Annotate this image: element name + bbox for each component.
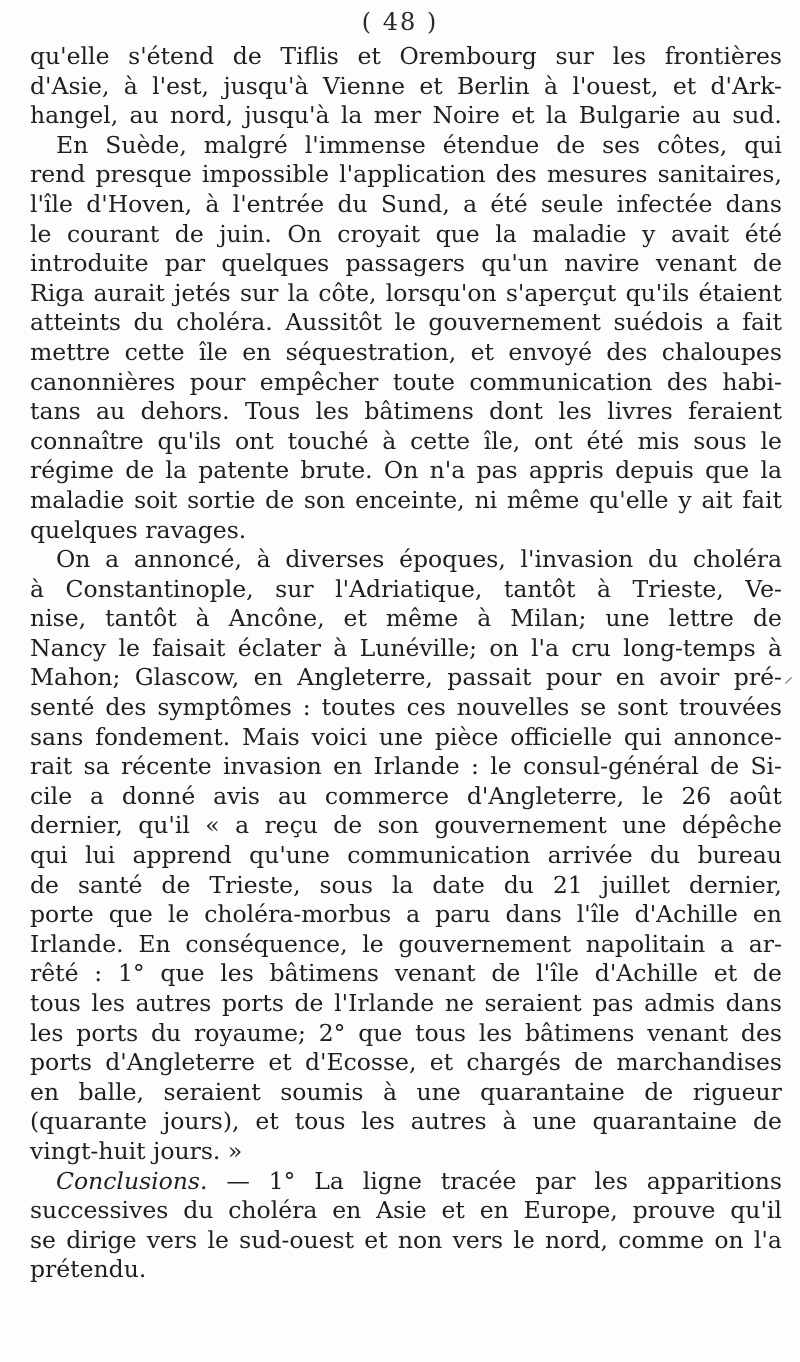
paragraph-start-line: En Suède, malgré l'immense étendue de ses côtes, qui	[56, 130, 782, 159]
text-line: à Constantinople, sur l'Adriatique, tantôt à Trieste, Ve-	[30, 574, 782, 603]
text-line: hangel, au nord, jusqu'à la mer Noire et la Bulgarie au sud.	[30, 101, 782, 130]
margin-mark: ⸍	[784, 674, 793, 695]
text-line: maladie soit sortie de son enceinte, ni même qu'elle y ait fait	[30, 485, 782, 514]
text-line: Mahon; Glascow, en Angleterre, passait pour en avoir pré-	[30, 663, 782, 692]
text-line: tous les autres ports de l'Irlande ne seraient pas admis dans	[30, 989, 782, 1017]
text-line: rend presque impossible l'application des mesures sanitaires,	[30, 160, 782, 189]
text-line: mettre cette île en séquestration, et envoyé des chaloupes	[30, 337, 782, 366]
paragraph-start-line: On a annoncé, à diverses époques, l'invasion du choléra	[56, 545, 782, 574]
text-line: rait sa récente invasion en Irlande : le consul-général de Si-	[30, 752, 782, 781]
text-line: régime de la patente brute. On n'a pas appris depuis que la	[30, 456, 782, 485]
text-line: connaître qu'ils ont touché à cette île, ont été mis sous le	[30, 426, 782, 455]
text-line: qu'elle s'étend de Tiflis et Orembourg sur les frontières	[30, 42, 782, 70]
text-line: nise, tantôt à Ancône, et même à Milan; une lettre de	[30, 604, 782, 633]
paragraph-end-line: vingt-huit jours. »	[30, 1136, 243, 1165]
text-line: Irlande. En conséquence, le gouvernement napolitain a ar-	[30, 929, 782, 958]
text-line: qui lui apprend qu'une communication arrivée du bureau	[30, 841, 782, 870]
paragraph-end-line: prétendu.	[30, 1255, 147, 1284]
paragraph-end-line: quelques ravages.	[30, 515, 247, 544]
text-line: dernier, qu'il « a reçu de son gouvernement une dépêche	[30, 811, 782, 840]
text-line: ports d'Angleterre et d'Ecosse, et chargés de marchandises	[30, 1048, 782, 1077]
conclusions-heading: Conclusions.	[56, 1166, 208, 1195]
text-line: Nancy le faisait éclater à Lunéville; on l'a cru long-temps à	[30, 633, 782, 662]
text-line: en balle, seraient soumis à une quarantaine de rigueur	[30, 1077, 782, 1106]
text-line: Riga aurait jetés sur la côte, lorsqu'on s'aperçut qu'ils étaient	[30, 278, 782, 307]
text-line: rêté : 1° que les bâtimens venant de l'île d'Achille et de	[30, 959, 782, 988]
text-line: de santé de Trieste, sous la date du 21 juillet dernier,	[30, 870, 782, 899]
text-line: l'île d'Hoven, à l'entrée du Sund, a été seule infectée dans	[30, 189, 782, 218]
body-text	[30, 42, 782, 1285]
text-line: le courant de juin. On croyait que la maladie y avait été	[30, 219, 782, 248]
text-line: canonnières pour empêcher toute communication des habi-	[30, 367, 782, 396]
text-line: senté des symptômes : toutes ces nouvelles se sont trouvées	[30, 693, 782, 722]
conclusions-line: Conclusions. — 1° La ligne tracée par les apparitions	[56, 1166, 782, 1195]
text-line: (quarante jours), et tous les autres à une quarantaine de	[30, 1107, 782, 1136]
text-line: tans au dehors. Tous les bâtimens dont les livres feraient	[30, 397, 782, 426]
text-line: les ports du royaume; 2° que tous les bâtimens venant des	[30, 1018, 782, 1047]
text-line: introduite par quelques passagers qu'un navire venant de	[30, 249, 782, 278]
page-number: ( 48 )	[361, 8, 439, 36]
text-line: atteints du choléra. Aussitôt le gouvernement suédois a fait	[30, 308, 782, 337]
text-line: porte que le choléra-morbus a paru dans l'île d'Achille en	[30, 900, 782, 929]
text-line: sans fondement. Mais voici une pièce officielle qui annonce-	[30, 722, 782, 751]
text-line: successives du choléra en Asie et en Europe, prouve qu'il	[30, 1196, 782, 1225]
text-line: se dirige vers le sud-ouest et non vers le nord, comme on l'a	[30, 1225, 782, 1254]
text-line: cile a donné avis au commerce d'Angleterre, le 26 août	[30, 781, 782, 810]
text-line: d'Asie, à l'est, jusqu'à Vienne et Berlin à l'ouest, et d'Ark-	[30, 71, 782, 100]
